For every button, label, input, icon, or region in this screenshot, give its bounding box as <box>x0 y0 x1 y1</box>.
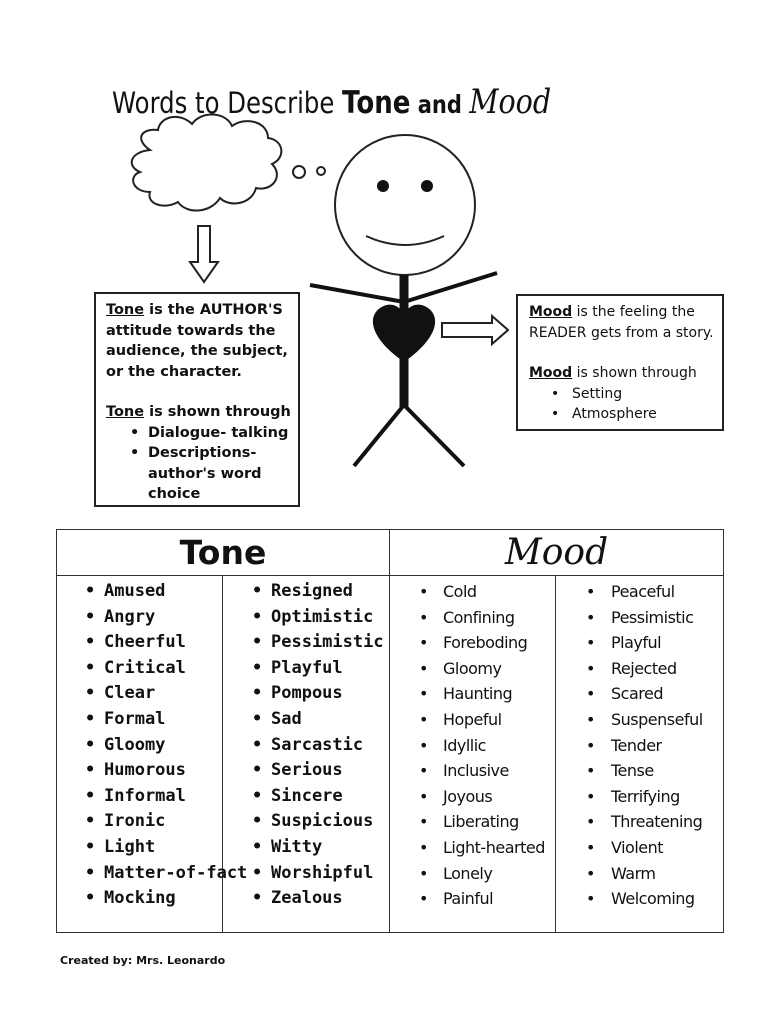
tone-words-column-2 <box>223 576 390 932</box>
word-list-item: • Playful <box>556 630 723 656</box>
word-list-item: • Optimistic <box>223 605 389 631</box>
word-list-item: • Light-hearted <box>390 835 555 861</box>
word-list-item: • Inclusive <box>390 758 555 784</box>
word-list-item: • Mocking <box>57 886 222 912</box>
tone-bullet-descriptions-cont: author's word <box>148 465 262 482</box>
tone-def-line2: attitude towards the <box>106 322 276 339</box>
mood-def-line2: READER gets from a story. <box>529 324 714 341</box>
word-list-item: • Warm <box>556 861 723 887</box>
title-mood: Mood <box>469 82 552 122</box>
word-list-item: • Painful <box>390 886 555 912</box>
tone-shown-term: Tone <box>106 404 145 420</box>
tone-term: Tone <box>106 302 145 318</box>
word-list-item: • Violent <box>556 835 723 861</box>
word-list-item: • Ironic <box>57 809 222 835</box>
word-list-item: • Amused <box>57 579 222 605</box>
tone-definition-box <box>94 292 300 507</box>
word-list-item: • Peaceful <box>556 579 723 605</box>
thought-bubble-icon <box>317 167 325 175</box>
mood-words-column-1 <box>390 576 556 932</box>
word-list-item: • Terrifying <box>556 784 723 810</box>
word-list-item: • Critical <box>57 656 222 682</box>
tone-bullet-dialogue: • Dialogue- talking <box>106 423 298 444</box>
title-and: and <box>410 90 470 119</box>
word-list-item: • Playful <box>223 656 389 682</box>
mood-term: Mood <box>529 304 573 320</box>
word-list-item: • Sad <box>223 707 389 733</box>
tone-words-column-1 <box>57 576 248 932</box>
word-list-item: • Tense <box>556 758 723 784</box>
word-list-item: • Liberating <box>390 809 555 835</box>
word-list-item: • Joyous <box>390 784 555 810</box>
word-list-item: • Worshipful <box>223 861 389 887</box>
word-list-item: • Lonely <box>390 861 555 887</box>
word-list-item: • Suspenseful <box>556 707 723 733</box>
title-tone: Tone <box>342 85 411 121</box>
mood-words-column-2 <box>556 576 723 932</box>
word-list-item: • Zealous <box>223 886 389 912</box>
word-list-item: • Tender <box>556 733 723 759</box>
word-list-item: • Suspicious <box>223 809 389 835</box>
word-list-item: • Idyllic <box>390 733 555 759</box>
thought-cloud-icon <box>132 114 282 210</box>
title-prefix: Words to Describe <box>112 86 343 120</box>
word-list-item: • Pompous <box>223 681 389 707</box>
word-list-item: • Angry <box>57 605 222 631</box>
word-list-item: • Serious <box>223 758 389 784</box>
word-list-item: • Threatening <box>556 809 723 835</box>
tone-bullet-descriptions-end: choice <box>148 486 201 502</box>
word-list-item: • Confining <box>390 605 555 631</box>
mood-column-header: Mood <box>390 530 723 576</box>
tone-mood-word-table <box>56 529 724 933</box>
tone-column-header: Tone <box>57 530 390 576</box>
mood-shown-line: is shown through <box>572 365 697 381</box>
word-list-item: • Scared <box>556 681 723 707</box>
word-list-item: • Humorous <box>57 758 222 784</box>
word-list-item: • Matter-of-fact <box>57 861 222 887</box>
word-list-item: • Witty <box>223 835 389 861</box>
right-arrow-icon <box>442 316 508 344</box>
mood-shown-term: Mood <box>529 365 573 381</box>
word-list-item: • Gloomy <box>390 656 555 682</box>
word-list-item: • Haunting <box>390 681 555 707</box>
tone-def-line1: is the AUTHOR'S <box>144 302 283 318</box>
word-list-item: • Clear <box>57 681 222 707</box>
word-list-item: • Welcoming <box>556 886 723 912</box>
mood-bullet-atmosphere: • Atmosphere <box>529 404 722 425</box>
tone-shown-line: is shown through <box>144 404 291 420</box>
mood-def-line1: is the feeling the <box>572 304 695 320</box>
word-list-item: • Sarcastic <box>223 733 389 759</box>
down-arrow-icon <box>190 226 218 282</box>
word-list-item: • Cold <box>390 579 555 605</box>
word-list-item: • Sincere <box>223 784 389 810</box>
footer-credit: Created by: Mrs. Leonardo <box>60 954 226 967</box>
word-list-item: • Informal <box>57 784 222 810</box>
tone-def-line3: audience, the subject, <box>106 343 288 359</box>
word-list-item: • Foreboding <box>390 630 555 656</box>
word-list-item: • Hopeful <box>390 707 555 733</box>
tone-def-line4: or the character. <box>106 363 242 380</box>
mood-bullet-setting: • Setting <box>529 384 722 405</box>
word-list-item: • Cheerful <box>57 630 222 656</box>
tone-bullet-descriptions: • Descriptions- <box>106 443 298 464</box>
mood-definition-box <box>516 294 724 431</box>
word-list-item: • Gloomy <box>57 733 222 759</box>
word-list-item: • Resigned <box>223 579 389 605</box>
word-list-item: • Formal <box>57 707 222 733</box>
word-list-item: • Pessimistic <box>556 605 723 631</box>
word-list-item: • Pessimistic <box>223 630 389 656</box>
word-list-item: • Light <box>57 835 222 861</box>
smiley-head-icon <box>335 135 475 275</box>
thought-bubble-icon <box>293 166 305 178</box>
word-list-item: • Rejected <box>556 656 723 682</box>
